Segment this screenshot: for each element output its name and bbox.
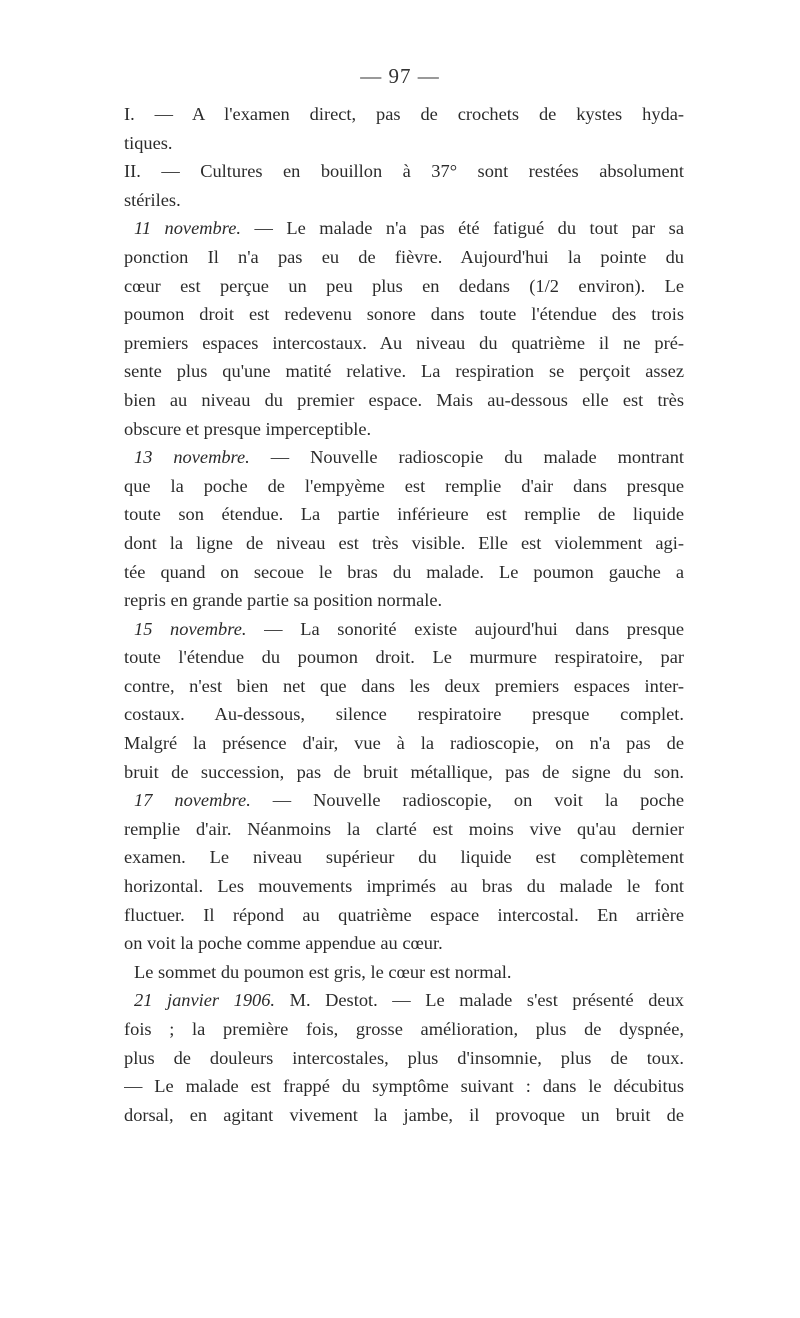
text-line	[124, 986, 684, 1015]
text-line: contre, n'est bien net que dans les deux premiers espaces inter-	[124, 675, 684, 696]
paragraph-3	[124, 214, 684, 443]
paragraph-7	[124, 958, 684, 987]
page-number: — 97 —	[360, 64, 440, 88]
text-line: bien au niveau du premier espace. Mais au-dessous elle est très	[124, 389, 684, 410]
line-text: — Le malade n'a pas été fatigué du tout par sa	[240, 218, 684, 239]
text-line: plus de douleurs intercostales, plus d'insomnie, plus de toux.	[124, 1047, 684, 1068]
text-line: tée quand on secoue le bras du malade. Le poumon gauche a	[124, 561, 684, 582]
line-text: — La sonorité existe aujourd'hui dans presque	[246, 618, 684, 639]
line-text: — Nouvelle radioscopie du malade montrant	[249, 447, 684, 468]
text-line: sente plus qu'une matité relative. La respiration se perçoit assez	[124, 361, 684, 382]
text-line: remplie d'air. Néanmoins la clarté est moins vive qu'au dernier	[124, 818, 684, 839]
text-line: toute l'étendue du poumon droit. Le murmure respiratoire, par	[124, 647, 684, 668]
text-line: horizontal. Les mouvements imprimés au bras du malade le font	[124, 876, 684, 897]
text-line: ponction Il n'a pas eu de fièvre. Aujourd'hui la pointe du	[124, 246, 684, 267]
text-line: I. — A l'examen direct, pas de crochets de kystes hyda-	[124, 104, 684, 124]
text-line: cœur est perçue un peu plus en dedans (1/2 environ). Le	[124, 275, 684, 296]
paragraph-2	[124, 157, 684, 214]
entry-date: 21 janvier 1906.	[134, 990, 276, 1011]
text-line: — Le malade est frappé du symptôme suivant : dans le décubitus	[124, 1076, 684, 1097]
text-line: fois ; la première fois, grosse amélioration, plus de dyspnée,	[124, 1019, 684, 1039]
paragraph-1	[124, 100, 684, 157]
text-line	[124, 214, 684, 243]
entry-date: 13 novembre.	[134, 447, 250, 468]
text-line: on voit la poche comme appendue au cœur.	[124, 933, 443, 954]
text-line: premiers espaces intercostaux. Au niveau du quatrième il ne pré-	[124, 332, 684, 353]
text-line	[124, 615, 684, 644]
text-line: obscure et presque imperceptible.	[124, 418, 372, 439]
body-text	[124, 100, 684, 1129]
text-line: bruit de succession, pas de bruit métallique, pas de signe du son.	[124, 761, 684, 782]
text-line: II. — Cultures en bouillon à 37° sont restées absolument	[124, 161, 684, 182]
text-line: toute son étendue. La partie inférieure est remplie de liquide	[124, 504, 684, 525]
text-line: tiques.	[124, 132, 173, 153]
entry-date: 11 novembre.	[134, 218, 241, 239]
paragraph-4	[124, 443, 684, 615]
text-line: fluctuer. Il répond au quatrième espace intercostal. En arrière	[124, 904, 684, 925]
line-text: — Nouvelle radioscopie, on voit la poche	[250, 790, 684, 811]
entry-date: 17 novembre.	[134, 790, 251, 811]
text-line: repris en grande partie sa position normale.	[124, 590, 443, 611]
text-line: examen. Le niveau supérieur du liquide est complètement	[124, 847, 684, 868]
paragraph-5	[124, 615, 684, 787]
text-line: que la poche de l'empyème est remplie d'air dans presque	[124, 475, 684, 496]
text-line	[124, 786, 684, 815]
text-line	[124, 443, 684, 472]
text-line: dont la ligne de niveau est très visible. Elle est violemment agi-	[124, 532, 684, 553]
text-line: dorsal, en agitant vivement la jambe, il provoque un bruit de	[124, 1104, 684, 1125]
entry-date: 15 novembre.	[134, 618, 247, 639]
text-line: Malgré la présence d'air, vue à la radioscopie, on n'a pas de	[124, 733, 684, 754]
paragraph-6	[124, 786, 684, 958]
line-text: M. Destot. — Le malade s'est présenté deux	[275, 990, 684, 1011]
text-line: poumon droit est redevenu sonore dans toute l'étendue des trois	[124, 304, 684, 325]
text-line: costaux. Au-dessous, silence respiratoire presque complet.	[124, 704, 684, 725]
paragraph-8	[124, 986, 684, 1129]
text-line: stériles.	[124, 189, 181, 210]
text-line: Le sommet du poumon est gris, le cœur est normal.	[134, 961, 512, 982]
